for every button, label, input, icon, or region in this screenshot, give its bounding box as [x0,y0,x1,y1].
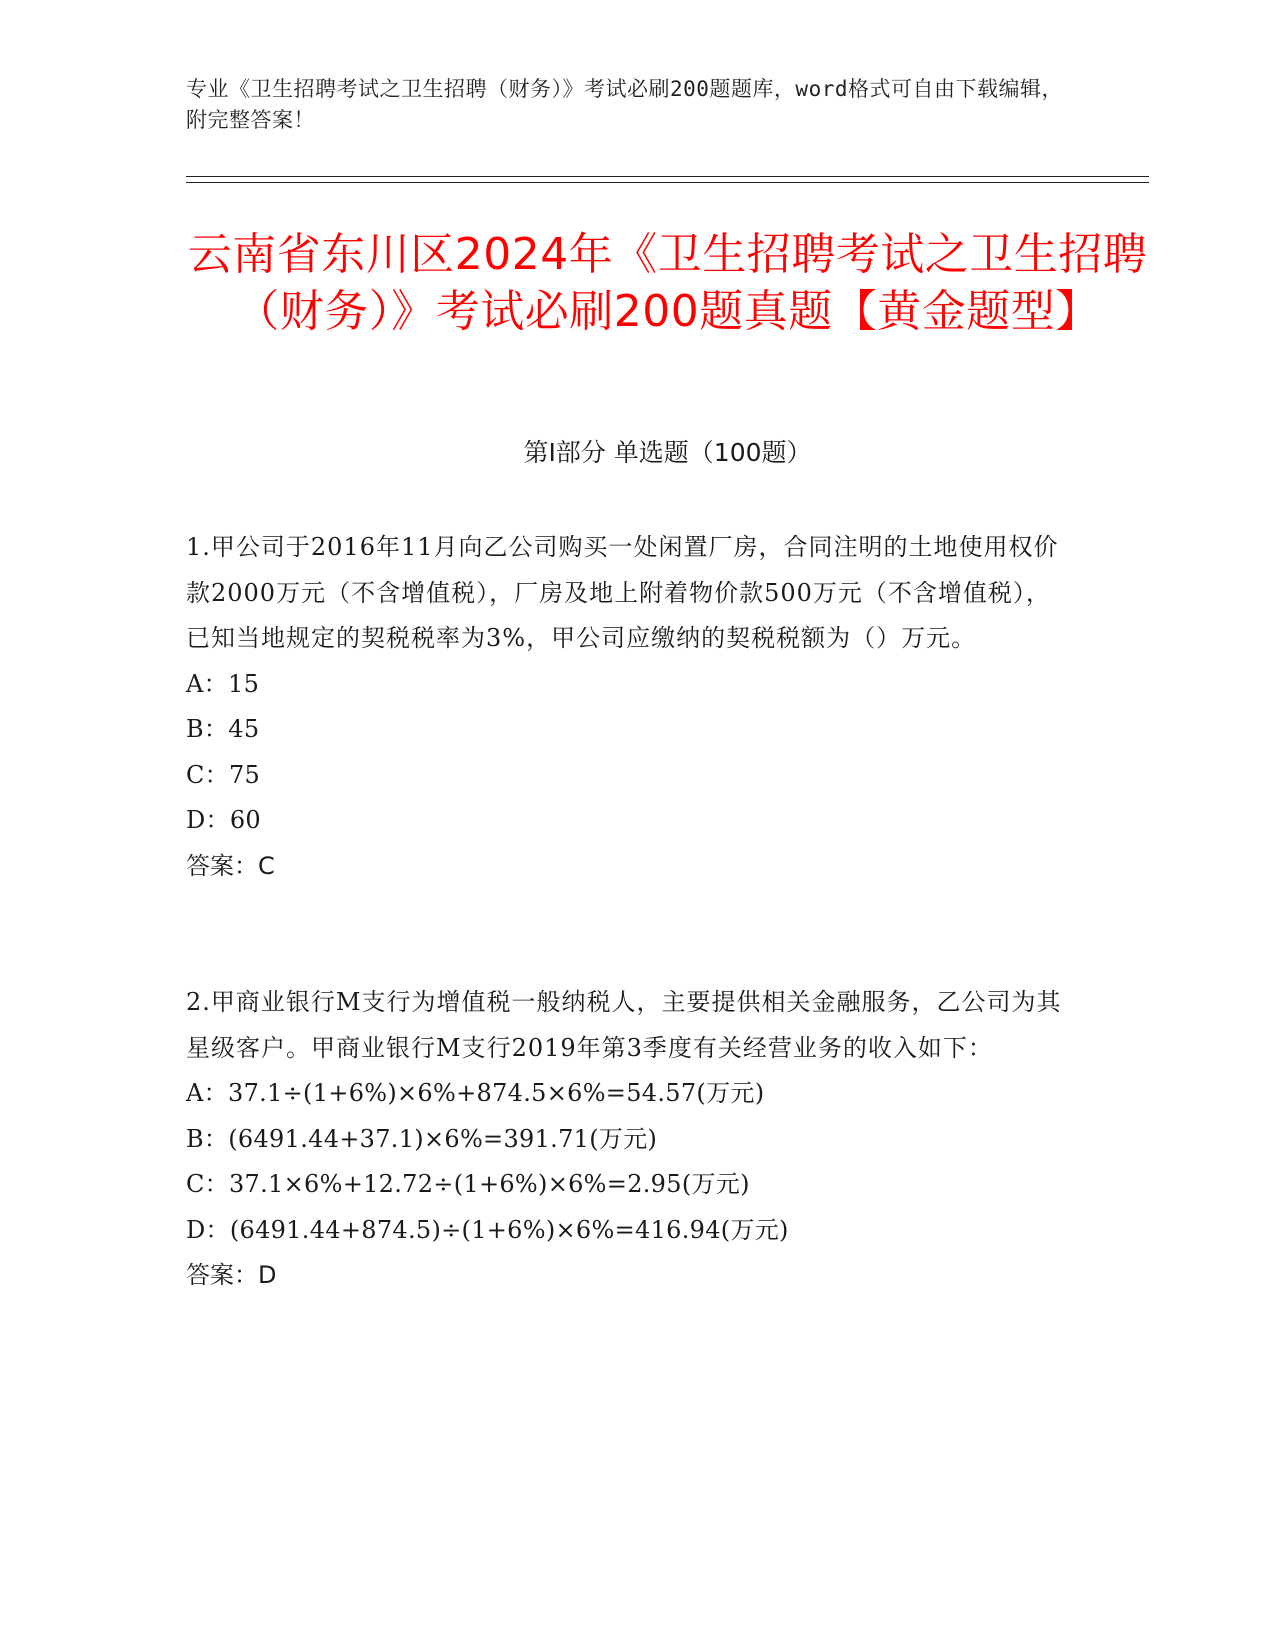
header-note: 专业《卫生招聘考试之卫生招聘（财务）》考试必刷200题题库，word格式可自由下载编辑，附完整答案！ [186,77,1063,132]
option-b [186,1117,1066,1163]
option-c [186,753,1066,799]
option-c [186,1162,1066,1208]
option-value: 15 [228,669,260,698]
answer: 答案：C [186,851,275,880]
option-d [186,798,1066,844]
option-value: 37.1÷(1+6%)×6%+874.5×6%=54.57(万元) [228,1079,765,1107]
option-label: D： [186,806,230,834]
option-value: 60 [229,806,261,834]
option-label: A： [186,1079,228,1107]
option-value: 45 [228,715,260,743]
option-value: (6491.44+37.1)×6%=391.71(万元) [228,1124,658,1153]
option-value: 75 [228,760,261,789]
answer: 答案：D [186,1261,277,1289]
option-label: B： [186,1124,229,1153]
option-b [186,707,1066,753]
document-title: 云南省东川区2024年《卫生招聘考试之卫生招聘（财务）》考试必刷200题真题【黄金题型】 [187,229,1148,337]
question-text: 2.甲商业银行M支行为增值税一般纳税人，主要提供相关金融服务，乙公司为其星级客户。甲商业银行M支行2019年第3季度有关经营业务的收入如下： [186,988,1062,1062]
option-value: (6491.44+874.5)÷(1+6%)×6%=416.94(万元) [229,1215,789,1244]
question-1 [186,525,1066,889]
option-a [186,662,1066,708]
question-text: 1.甲公司于2016年11月向乙公司购买一处闲置厂房，合同注明的土地使用权价款2000万元（不含增值税），厂房及地上附着物价款500万元（不含增值税），已知当地规定的契税税率为3%，甲公司应缴纳的契税税额为（）万元。 [186,533,1059,652]
option-a [186,1071,1066,1117]
header-divider-top [186,176,1149,177]
option-label: B： [186,715,229,743]
question-2 [186,980,1066,1299]
option-label: D： [186,1215,230,1244]
option-label: C： [186,760,229,789]
section-title: 第I部分 单选题（100题） [523,438,812,467]
header-divider-bottom [186,182,1149,183]
option-value: 37.1×6%+12.72÷(1+6%)×6%=2.95(万元) [228,1170,750,1198]
option-label: A： [186,669,228,698]
option-label: C： [186,1170,229,1198]
option-d [186,1208,1066,1254]
